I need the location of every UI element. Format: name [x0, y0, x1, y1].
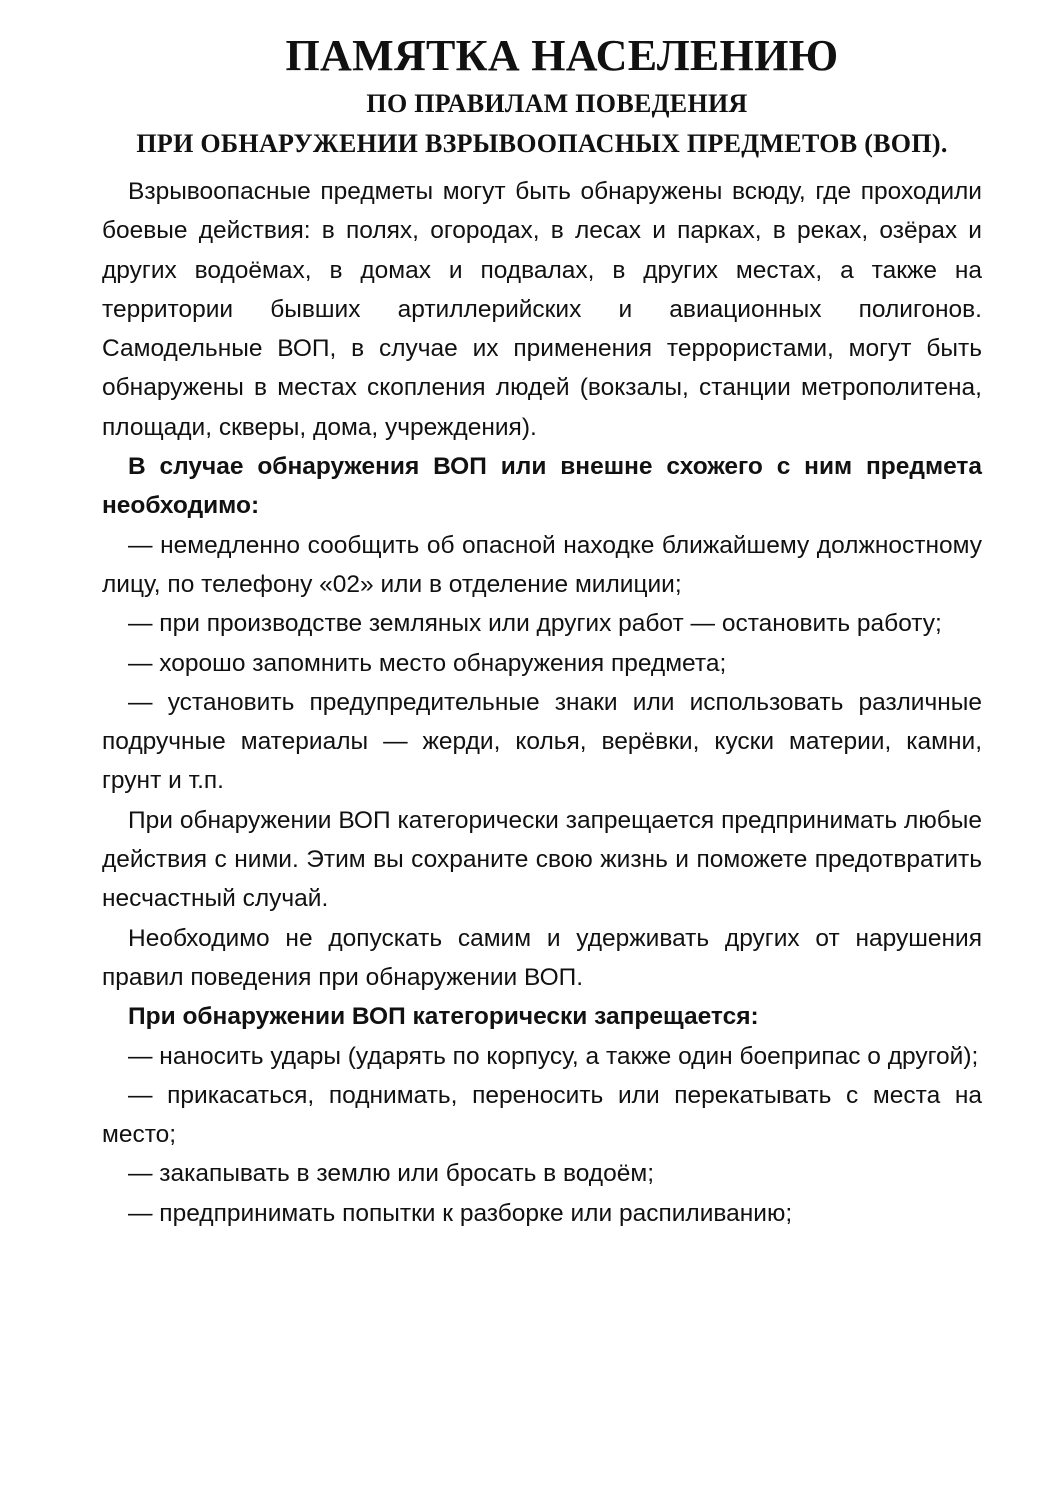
document-subtitle-2: ПРИ ОБНАРУЖЕНИИ ВЗРЫВООПАСНЫХ ПРЕДМЕТОВ (ВОП). — [136, 129, 948, 158]
prohibited-item-1: — наносить удары (ударять по корпусу, а также один боеприпас о другой); — [128, 1042, 979, 1070]
document-page — [102, 28, 982, 1233]
action-item-3: — хорошо запомнить место обнаружения предмета; — [128, 649, 727, 677]
document-subtitle: ПО ПРАВИЛАМ ПОВЕДЕНИЯ — [366, 89, 748, 118]
rules-paragraph: Необходимо не допускать самим и удерживать других от нарушения правил поведения при обнаружении ВОП. — [102, 924, 982, 991]
actions-heading: В случае обнаружения ВОП или внешне схожего с ним предмета необходимо: — [102, 453, 982, 520]
action-item-1: — немедленно сообщить об опасной находке ближайшему должностному лицу, по телефону «02» или в отделение милиции; — [102, 531, 982, 598]
warning-paragraph: При обнаружении ВОП категорически запрещается предпринимать любые действия с ними. Этим вы сохраните свою жизнь и поможете предотвратить несчастный случай. — [102, 806, 982, 913]
action-item-2: — при производстве земляных или других работ — остановить работу; — [128, 610, 942, 638]
intro-paragraph: Взрывоопасные предметы могут быть обнаружены всюду, где проходили боевые действия: в полях, огородах, в лесах и парках, в реках, озёрах и других водоёмах, в домах и подвалах, в других местах, а также на территории бывших артиллерийских и авиационных полигонов. Самодельные ВОП, в случае их применения террористами, могут быть обнаружены в местах скопления людей (вокзалы, станции метрополитена, площади, скверы, дома, учреждения). — [102, 178, 982, 441]
document-title: ПАМЯТКА НАСЕЛЕНИЮ — [285, 31, 839, 80]
document-body — [102, 172, 982, 1233]
prohibited-item-3: — закапывать в землю или бросать в водоём; — [128, 1160, 655, 1188]
prohibited-heading: При обнаружении ВОП категорически запрещается: — [128, 1003, 759, 1031]
prohibited-item-4: — предпринимать попытки к разборке или распиливанию; — [128, 1199, 793, 1227]
action-item-4: — установить предупредительные знаки или использовать различные подручные материалы — жерди, колья, верёвки, куски материи, камни, грунт и т.п. — [102, 688, 982, 795]
prohibited-item-2: — прикасаться, поднимать, переносить или перекатывать с места на место; — [102, 1081, 982, 1149]
